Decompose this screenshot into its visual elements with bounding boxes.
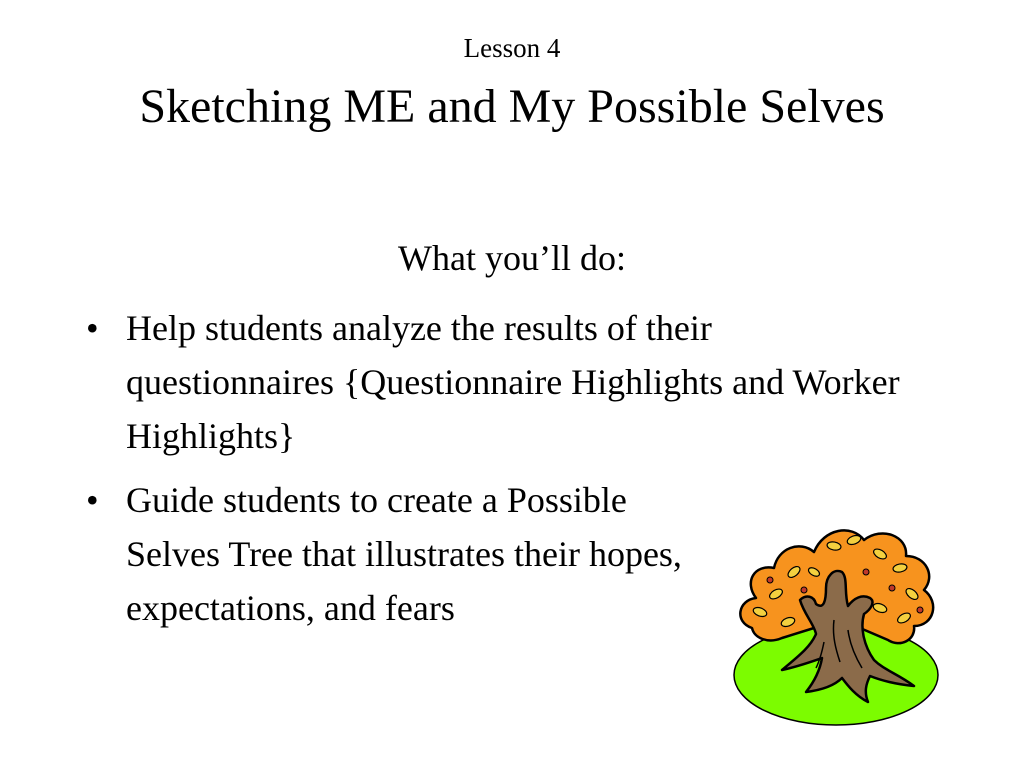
slide-subheading: What you’ll do: xyxy=(398,238,626,278)
autumn-tree-icon xyxy=(730,510,944,730)
bullet-text: Guide students to create a Possible Selves Tree that illustrates their hopes, expectations, and fears xyxy=(126,480,682,628)
bullet-icon: • xyxy=(86,308,99,348)
slide-title: Sketching ME and My Possible Selves xyxy=(139,80,885,133)
bullet-icon: • xyxy=(86,480,99,520)
bullet-item xyxy=(86,301,926,463)
lesson-label: Lesson 4 xyxy=(463,33,561,63)
bullet-text: Help students analyze the results of their questionnaires {Questionnaire Highlights and Worker Highlights} xyxy=(126,308,900,456)
